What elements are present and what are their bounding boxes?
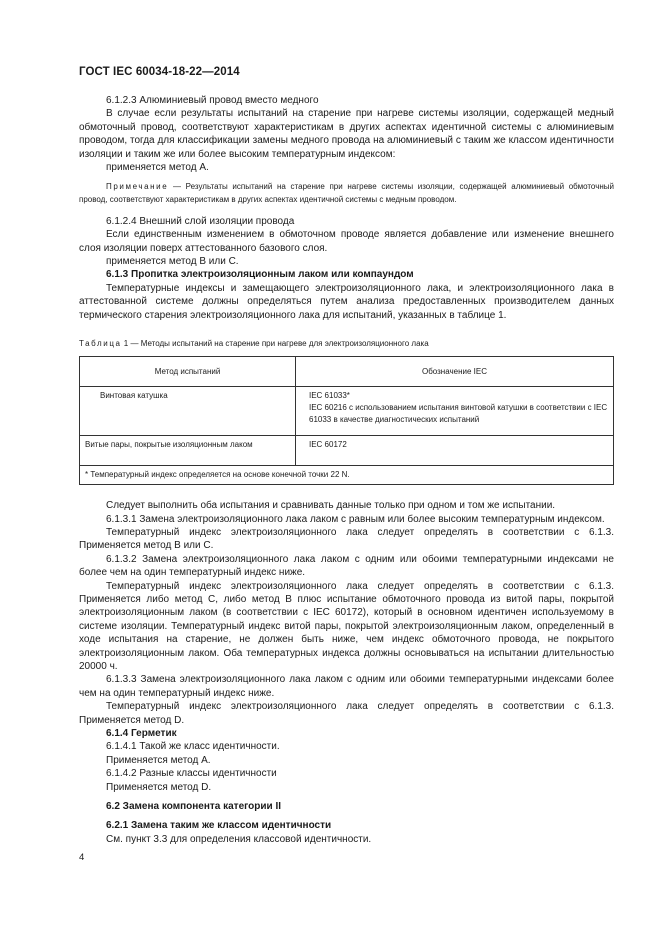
section-6133-text: Температурный индекс электроизоляционного лака следует определять в соответствии с 6.1.3. Применяется метод D. <box>79 701 614 726</box>
section-6123-method: применяется метод А. <box>106 162 209 174</box>
table-cell-iec <box>296 387 614 436</box>
section-6124-heading: 6.1.2.4 Внешний слой изоляции провода <box>106 215 295 227</box>
document-body <box>79 94 614 846</box>
page-number: 4 <box>79 852 85 863</box>
note-text: — Результаты испытаний на старение при нагреве системы изоляции, содержащей алюминиевый обмоточный провод, соответствуют характеристикам в других аспектах идентичной системы с медным проводом. <box>79 182 614 204</box>
table-cell-iec-line1: IEC 61033* <box>309 391 350 401</box>
table-caption-label: Таблица <box>79 339 122 349</box>
note <box>79 181 614 205</box>
section-621-heading: 6.2.1 Замена таким же классом идентичности <box>106 820 332 832</box>
section-6141: 6.1.4.1 Такой же класс идентичности. <box>106 741 280 753</box>
table-footnote-row <box>80 466 614 485</box>
section-6124-text: Если единственным изменением в обмоточном проводе является добавление или изменение внешнего слоя изоляции поверх аттестованного базового слоя. <box>79 229 614 254</box>
section-6142: 6.1.4.2 Разные классы идентичности <box>106 768 277 780</box>
section-613-text: Температурные индексы и замещающего электроизоляционного лака, и электроизоляционного лака в аттестованной системе должны определяться путем анализа предоставленных производителем данных термического старения электроизоляционного лака для испытаний, указанных в таблице 1. <box>79 282 614 321</box>
section-613-heading: 6.1.3 Пропитка электроизоляционным лаком или компаундом <box>106 269 414 281</box>
table-caption <box>79 338 614 350</box>
table-cell-method: Винтовая катушка <box>80 387 296 436</box>
document-header: ГОСТ IEC 60034-18-22—2014 <box>79 66 240 78</box>
table-caption-text: 1 — Методы испытаний на старение при нагреве для электроизоляционного лака <box>121 339 429 349</box>
table-cell-method: Витые пары, покрытые изоляционным лаком <box>80 436 296 466</box>
test-methods-table <box>79 356 614 485</box>
section-6142-method: Применяется метод D. <box>106 781 212 793</box>
table-cell-iec <box>296 436 614 466</box>
section-6131-text: Температурный индекс электроизоляционного лака следует определять в соответствии с 6.1.3. Применяется метод В или С. <box>79 526 614 552</box>
table-footnote: * Температурный индекс определяется на основе конечной точки 22 N. <box>80 466 614 485</box>
table-row <box>80 436 614 466</box>
section-6132-heading: 6.1.3.2 Замена электроизоляционного лака лаком с одним или обоими температурными индексами не более чем на один температурный индекс ниже. <box>79 553 614 579</box>
after-table-text: Следует выполнить оба испытания и сравнивать данные только при одном и том же испытании. <box>106 500 556 512</box>
section-62-heading: 6.2 Замена компонента категории II <box>106 801 282 813</box>
section-621-text: См. пункт 3.3 для определения классовой идентичности. <box>106 833 372 845</box>
section-6132-text: Температурный индекс электроизоляционного лака следует определять в соответствии с 6.1.3. Применяется либо метод С, либо метод В плюс испытание обмоточного провода из витой пары, покрытой электроизоляционным лаком (в соответствии с IEC 60172), который в основном идентичен используемому в системе изоляции. Температурный индекс витой пары, покрытой электроизоляционным лаком, определенный в ходе испытания на старение, не должен быть ниже, чем индекс обмоточного провода, не покрытого электроизоляционным лаком. Оба температурных индекса должны основываться на испытании длительностью 20000 ч. <box>79 580 614 672</box>
table-header-method: Метод испытаний <box>80 357 296 387</box>
section-6133-heading: 6.1.3.3 Замена электроизоляционного лака лаком с одним или обоими температурными индексами более чем на один температурный индекс ниже. <box>79 674 614 699</box>
table-cell-iec-line2: IEC 60216 с использованием испытания винтовой катушки в соответствии с IEC 61033 в качестве диагностических испытаний <box>309 403 608 425</box>
section-614-heading: 6.1.4 Герметик <box>106 728 177 739</box>
section-6123-text: В случае если результаты испытаний на старение при нагреве системы изоляции, содержащей медный обмоточный провод, соответствуют характеристикам в других аспектах идентичной системы с алюминиевым проводом, тогда для классификации замены медного провода на алюминиевый с таким же классом идентичности изоляции и таким же или более высоким температурным индексом: <box>79 108 614 160</box>
table-header-row <box>80 357 614 387</box>
section-6124-method: применяется метод В или С. <box>106 256 239 268</box>
section-6141-method: Применяется метод А. <box>106 754 211 766</box>
section-6123-heading: 6.1.2.3 Алюминиевый провод вместо медного <box>106 95 319 106</box>
table-row <box>80 387 614 436</box>
note-label: Примечание <box>106 182 169 192</box>
table-header-iec: Обозначение IEC <box>296 357 614 387</box>
section-6131-heading: 6.1.3.1 Замена электроизоляционного лака лаком с равным или более высоким температурным индексом. <box>106 513 605 525</box>
table-cell-iec-line1: IEC 60172 <box>309 440 347 450</box>
